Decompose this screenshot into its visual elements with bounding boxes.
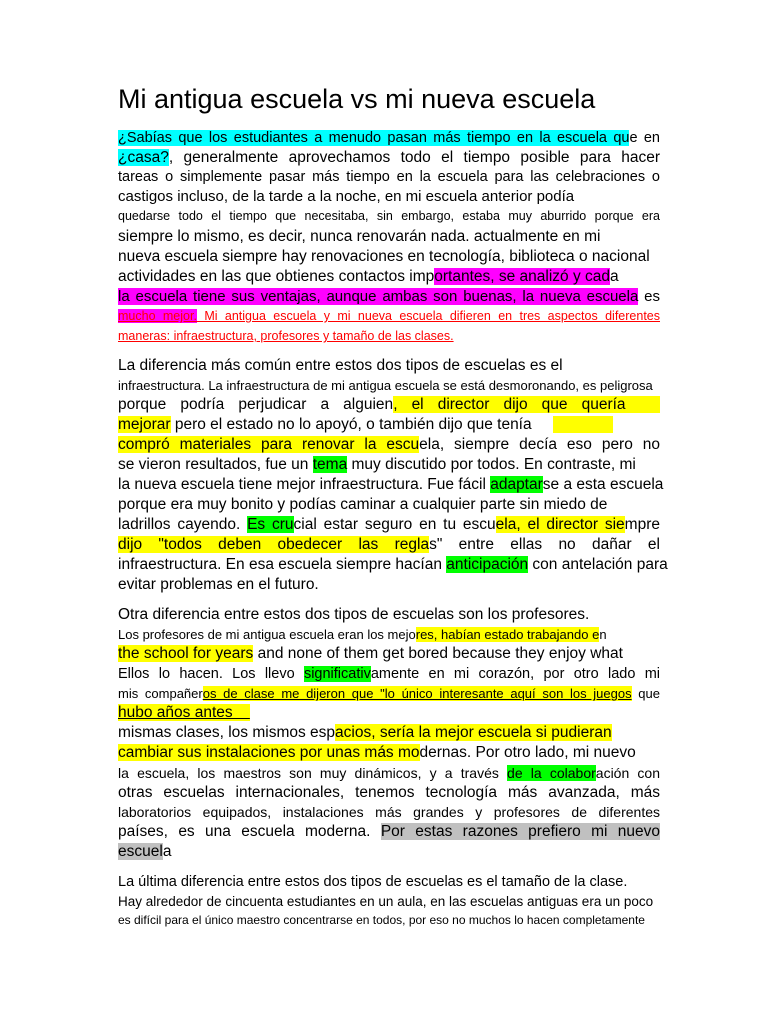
highlighted-text: the school for years (118, 645, 254, 662)
text-run: mismas clases, los mismos esp (118, 724, 336, 741)
text-run: con antelación para (528, 556, 668, 573)
text-line (118, 644, 660, 664)
text-run: porque era muy bonito y podías caminar a cualquier parte sin miedo de (118, 496, 608, 513)
text-run: la escuela, los maestros son muy dinámicos, y a través (118, 765, 508, 781)
text-run: maneras: infraestructura, profesores y tamaño de las clases. (118, 329, 454, 343)
text-run: se vieron resultados, fue un (118, 456, 313, 473)
text-run: s" entre ellas no dañar el (429, 536, 660, 553)
text-line (118, 187, 660, 207)
text-run: Ellos lo hacen. Los llevo (118, 666, 304, 682)
text-line (118, 723, 660, 743)
highlighted-text: ¿casa? (118, 149, 169, 166)
highlighted-text: cambiar sus instalaciones por unas más mo (118, 744, 420, 761)
highlighted-text: Por estas razones prefiero mi nuevo (380, 823, 660, 840)
text-run: and none of them get bored because they enjoy what (253, 645, 623, 662)
text-run: siempre lo mismo, es decir, nunca renovarán nada. actualmente en mi (118, 228, 601, 245)
text-line (118, 287, 660, 307)
text-line (118, 267, 660, 287)
text-run: quedarse todo el tiempo que necesitaba, sin embargo, estaba muy aburrido porque era (118, 209, 660, 223)
highlighted-text: os de clase me dijeron que "lo único interesante aquí son los juegos (202, 686, 632, 701)
text-run: se a esta escuela (542, 476, 664, 493)
text-line (118, 515, 660, 535)
text-line (118, 435, 660, 455)
text-run: otras escuelas internacionales, tenemos tecnología más avanzada, más (118, 784, 660, 801)
text-line (118, 395, 660, 415)
text-run: mpre (624, 516, 660, 533)
text-run: Los profesores de mi antigua escuela eran los mejo (118, 627, 416, 642)
text-run: muy discutido por todos. En contraste, mi (347, 456, 636, 473)
highlighted-text: mejorar (118, 416, 171, 433)
text-run: Mi antigua escuela y mi nueva escuela difieren en tres aspectos diferentes (196, 309, 660, 323)
text-line (118, 226, 660, 247)
text-line (118, 168, 660, 187)
text-run: amente en mi corazón, por otro lado mi (370, 666, 661, 682)
text-run: infraestructura. La infraestructura de mi antigua escuela se está desmoronando, es peligrosa (118, 378, 653, 393)
text-run: es (638, 288, 661, 305)
highlighted-text: compró materiales para renovar la escu (118, 436, 420, 453)
text-line (118, 803, 660, 822)
text-line (118, 535, 660, 555)
text-run: La última diferencia entre estos dos tipos de escuelas es el tamaño de la clase. (118, 874, 628, 890)
document-body (118, 128, 668, 930)
text-run: pero el estado no lo apoyó, o también dijo que tenía (170, 416, 554, 433)
text-line (118, 376, 660, 395)
highlighted-text: acios, sería la mejor escuela si pudieran (335, 724, 612, 741)
text-line (118, 892, 660, 911)
text-line (118, 743, 660, 763)
text-line (118, 575, 660, 595)
text-run: La diferencia más común entre estos dos tipos de escuelas es el (118, 357, 563, 374)
text-line (118, 495, 660, 515)
text-run: ela, siempre decía eso pero no (419, 436, 660, 453)
text-run: evitar problemas en el futuro. (118, 576, 319, 593)
highlighted-text: , el director dijo que quería (393, 396, 660, 413)
text-run: nueva escuela siempre hay renovaciones en tecnología, biblioteca o nacional (118, 248, 650, 265)
text-run: castigos incluso, de la tarde a la noche, en mi escuela anterior podía (118, 188, 575, 205)
highlighted-text: mucho mejor. (118, 309, 197, 323)
text-run: infraestructura. En esa escuela siempre hacían (118, 556, 447, 573)
text-run: que (631, 686, 660, 701)
text-run: , generalmente aprovechamos todo el tiempo posible para hacer (168, 149, 660, 166)
text-line (118, 911, 660, 930)
text-run: Hay alrededor de cincuenta estudiantes en un aula, en las escuelas antiguas era un poco (118, 894, 654, 909)
text-line (118, 842, 660, 862)
text-run: tareas o simplemente pasar más tiempo en la escuela para las celebraciones o (118, 169, 660, 185)
highlighted-text: hubo años antes (118, 704, 250, 721)
text-line (118, 307, 660, 326)
text-line (118, 822, 660, 842)
text-run: a (162, 843, 172, 860)
text-line (118, 684, 660, 703)
text-run: laboratorios equipados, instalaciones más grandes y profesores de diferentes (118, 804, 660, 820)
highlighted-text: ortantes, se analizó y cad (434, 268, 611, 285)
text-run: mis compañer (118, 686, 203, 701)
text-line (118, 625, 660, 644)
text-run: porque podría perjudicar a alguien (118, 396, 394, 413)
text-line (118, 326, 660, 346)
text-line (118, 763, 660, 783)
text-line (118, 455, 660, 475)
highlighted-text: significativ (303, 666, 371, 682)
text-line (118, 148, 660, 168)
text-line (118, 703, 660, 723)
highlighted-text: escuel (118, 843, 163, 860)
text-line (118, 207, 660, 226)
highlighted-text: tema (312, 456, 348, 473)
highlighted-text: dijo "todos deben obedecer las regla (118, 536, 430, 553)
document-title: Mi antigua escuela vs mi nueva escuela (118, 84, 596, 114)
text-run: cial estar seguro en tu escu (293, 516, 496, 533)
text-line (118, 475, 664, 495)
text-run: es difícil para el único maestro concentrarse en todos, por eso no muchos lo hacen completamente (118, 913, 645, 927)
highlighted-text: de la colabor (507, 765, 596, 781)
text-line (118, 415, 660, 435)
text-line (118, 128, 660, 148)
text-run: la nueva escuela tiene mejor infraestructura. Fue fácil (118, 476, 491, 493)
highlighted-text: adaptar (490, 476, 543, 493)
text-line (118, 872, 660, 892)
text-run: ación con (595, 765, 660, 781)
highlighted-text: anticipación (446, 556, 529, 573)
text-run: a (610, 268, 619, 285)
text-run: n (599, 627, 607, 642)
text-line (118, 555, 668, 575)
highlighted-text: ¿Sabías que los estudiantes a menudo pasan más tiempo en la escuela qu (118, 130, 630, 146)
text-run: actividades en las que obtienes contactos imp (118, 268, 435, 285)
highlighted-text: res, habían estado trabajando e (415, 627, 600, 642)
highlighted-text: ela, el director sie (495, 516, 625, 533)
text-run: e en (629, 130, 660, 146)
text-line (118, 605, 660, 625)
text-run: ladrillos cayendo. (118, 516, 248, 533)
text-line (118, 664, 660, 684)
text-line (118, 356, 660, 376)
highlighted-text (553, 416, 613, 433)
text-line (118, 783, 660, 803)
text-run: países, es una escuela moderna. (118, 823, 381, 840)
text-run: Otra diferencia entre estos dos tipos de escuelas son los profesores. (118, 606, 590, 623)
text-line (118, 247, 660, 267)
highlighted-text: Es cru (247, 516, 294, 533)
highlighted-text: la escuela tiene sus ventajas, aunque ambas son buenas, la nueva escuela (118, 288, 639, 305)
text-run: dernas. Por otro lado, mi nuevo (419, 744, 636, 761)
